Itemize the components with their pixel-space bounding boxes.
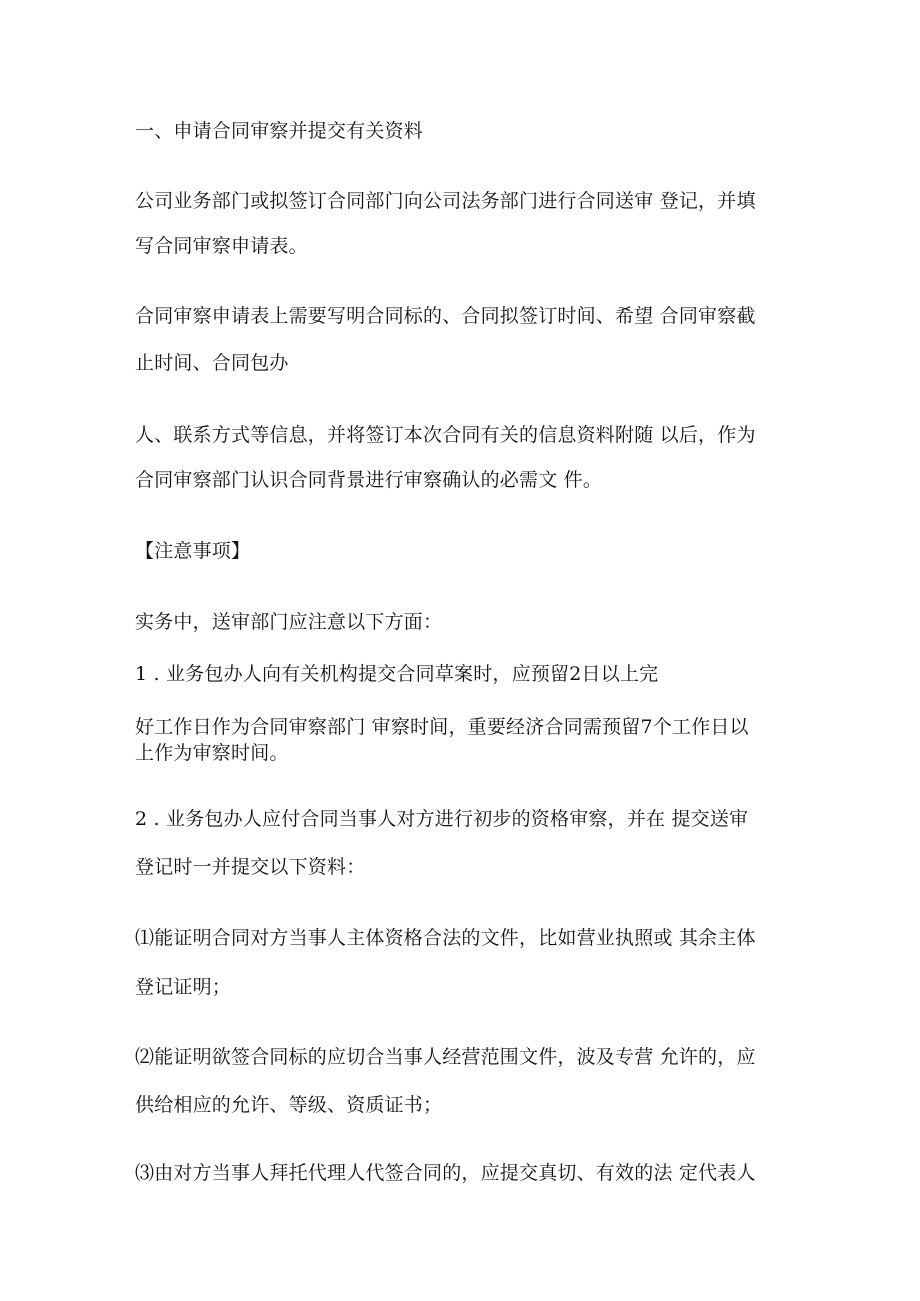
sub-item-1-line-2: 登记证明；: [135, 976, 232, 998]
notice-intro: 实务中，送审部门应注意以下方面：: [135, 611, 443, 633]
paragraph-1-line-2: 写合同审察申请表。: [135, 235, 308, 257]
paragraph-1-line-1: 公司业务部门或拟签订合同部门向公司法务部门进行合同送审 登记，并填: [135, 190, 756, 212]
section-heading: 一、申请合同审察并提交有关资料: [135, 120, 424, 142]
list-item-2-line-1: 2 . 业务包办人应付合同当事人对方进行初步的资格审察，并在 提交送审: [135, 808, 749, 830]
list-item-1-line-2: 好工作日作为合同审察部门 审察时间，重要经济合同需预留7个工作日以: [135, 716, 749, 738]
paragraph-2-line-1: 合同审察申请表上需要写明合同标的、合同拟签订时间、希望 合同审察截: [135, 305, 756, 327]
list-item-1-line-3: 上作为审察时间。: [135, 742, 289, 764]
paragraph-3-line-2: 合同审察部门认识合同背景进行审察确认的必需文 件。: [135, 469, 603, 491]
sub-item-2-line-2: 供给相应的允许、等级、资质证书；: [135, 1094, 443, 1116]
sub-item-1-line-1: ⑴能证明合同对方当事人主体资格合法的文件，比如营业执照或 其余主体: [135, 927, 756, 949]
list-item-1-line-1: 1 . 业务包办人向有关机构提交合同草案时，应预留2日以上完: [135, 663, 659, 685]
paragraph-3-line-1: 人、联系方式等信息，并将签订本次合同有关的信息资料附随 以后，作为: [135, 424, 756, 446]
notice-heading: 【注意事项】: [135, 540, 251, 562]
list-item-2-line-2: 登记时一并提交以下资料：: [135, 856, 366, 878]
sub-item-2-line-1: ⑵能证明欲签合同标的应切合当事人经营范围文件，波及专营 允许的，应: [135, 1046, 756, 1068]
sub-item-3-line-1: ⑶由对方当事人拜托代理人代签合同的，应提交真切、有效的法 定代表人: [135, 1162, 756, 1184]
paragraph-2-line-2: 止时间、合同包办: [135, 352, 289, 374]
